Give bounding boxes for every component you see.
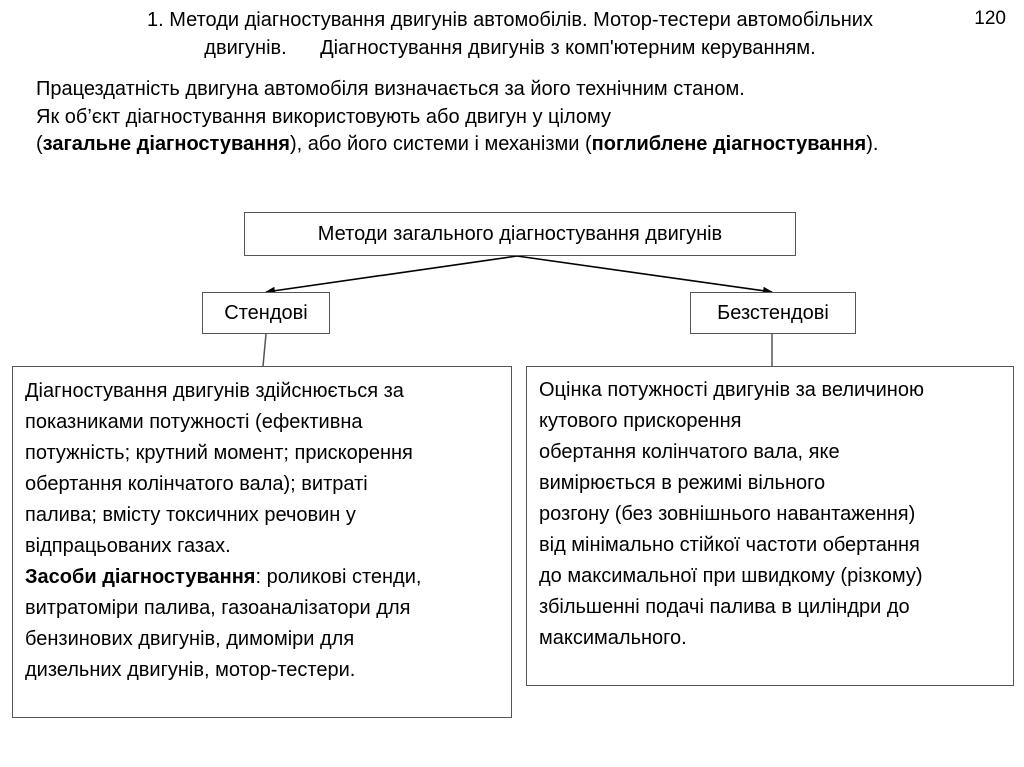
link-stand-to-detail — [263, 334, 266, 366]
intro-connector-text: ), або його системи і механізми ( — [289, 133, 592, 155]
general-diagnostics-methods-label: Методи загального діагностування двигунів — [317, 222, 723, 245]
standless-methods-description: Оцінка потужності двигунів за величиною кутового прискорення обертання колінчатого вала, яке вимірюється в режимі вільного розгону (без зовнішнього навантаження) від мінімально стійкої частоти обертання до максимальної при швидкому (різкому) збільшенні подачі палива в циліндри до максимального. — [539, 379, 924, 649]
diagnostic-means-text: : роликові стенди, витратоміри палива, газоаналізатори для бензинових двигунів, димоміри для дизельних двигунів, мотор-тестери. — [25, 566, 422, 681]
stand-methods-detail-box — [12, 366, 512, 718]
standless-methods-box — [690, 292, 856, 334]
arrow-to-stand-methods — [266, 256, 517, 292]
deep-diagnostics-term: поглиблене діагностування — [591, 133, 867, 155]
slide-title-line-1: 1. Методи діагностування двигунів автомобілів. Мотор-тестери автомобільних — [147, 9, 873, 31]
page-number: 120 — [974, 8, 1006, 29]
diagnostic-means-label: Засоби діагностування — [25, 566, 256, 588]
general-diagnostics-methods-box — [244, 212, 796, 256]
stand-methods-box — [202, 292, 330, 334]
stand-methods-description: Діагностування двигунів здійснюється за показниками потужності (ефективна потужність; крутний момент; прискорення обертання колінчатого вала); витраті палива; вмісту токсичних речовин у відпрацьованих газах. — [25, 380, 413, 557]
arrow-to-standless-methods — [517, 256, 772, 292]
intro-line-2: Як об’єкт діагностування використовують або двигун у цілому — [36, 105, 611, 128]
standless-methods-detail-box — [526, 366, 1014, 686]
intro-paren-open: ( — [36, 133, 43, 155]
standless-methods-label: Безстендові — [717, 301, 829, 324]
general-diagnostics-term: загальне діагностування — [42, 133, 290, 155]
intro-line-1: Працездатність двигуна автомобіля визначається за його технічним станом. — [36, 78, 745, 100]
slide-title-line-2: двигунів. Діагностування двигунів з комп'ютерним керуванням. — [204, 37, 816, 59]
stand-methods-label: Стендові — [224, 301, 308, 324]
intro-paren-close: ). — [866, 133, 879, 155]
stand-methods-means — [25, 562, 499, 686]
